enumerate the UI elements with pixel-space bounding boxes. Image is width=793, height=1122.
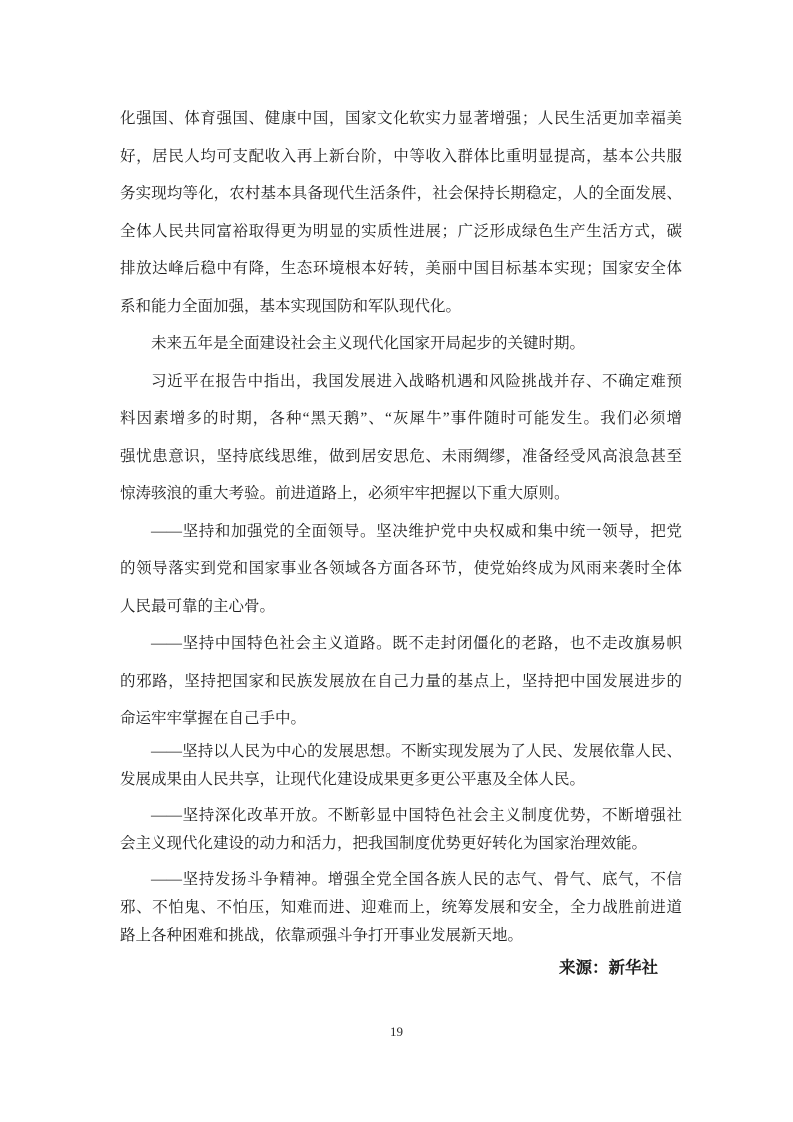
text-line: 惊涛骇浪的重大考验。前进道路上，必须牢牢把握以下重大原则。: [120, 485, 570, 502]
text-line: 全体人民共同富裕取得更为明显的实质性进展；广泛形成绿色生产生活方式，碳: [120, 222, 682, 240]
text-line: 发展成果由人民共享，让现代化建设成果更多更公平惠及全体人民。: [120, 770, 586, 788]
text-line: ——坚持深化改革开放。不断彰显中国特色社会主义制度优势，不断增强社: [151, 806, 682, 824]
text-line: 未来五年是全面建设社会主义现代化国家开局起步的关键时期。: [151, 335, 586, 352]
text-line: 务实现均等化，农村基本具备现代生活条件，社会保持长期稳定，人的全面发展、: [120, 185, 682, 202]
text-line: 料因素增多的时期，各种“黑天鹅”、“灰犀牛”事件随时可能发生。我们必须增: [120, 410, 682, 427]
text-line: 化强国、体育强国、健康中国，国家文化软实力显著增强；人民生活更加幸福美: [120, 110, 682, 127]
text-line: 邪、不怕鬼、不怕压，知难而进、迎难而上，统筹发展和安全，全力战胜前进道: [120, 898, 682, 916]
text-line: ——坚持以人民为中心的发展思想。不断实现发展为了人民、发展依靠人民、: [151, 742, 682, 760]
text-line: 会主义现代化建设的动力和活力，把我国制度优势更好转化为国家治理效能。: [120, 834, 648, 852]
paragraph: [120, 100, 682, 325]
paragraph: [120, 513, 682, 626]
text-line: 的领导落实到党和国家事业各领域各方面各环节，使党始终成为风雨来袭时全体: [120, 560, 682, 577]
text-line: ——坚持中国特色社会主义道路。既不走封闭僵化的老路，也不走改旗易帜: [151, 635, 682, 652]
text-line: 系和能力全面加强，基本实现国防和军队现代化。: [120, 297, 462, 315]
source-attribution: 来源：新华社: [559, 957, 658, 977]
paragraph: [120, 625, 682, 738]
text-line: 人民最可靠的主心骨。: [120, 597, 276, 615]
text-line: ——坚持和加强党的全面领导。坚决维护党中央权威和集中统一领导，把党: [151, 522, 682, 540]
page-number: 19: [390, 1024, 403, 1039]
text-line: 的邪路，坚持把国家和民族发展放在自己力量的基点上，坚持把中国发展进步的: [120, 672, 682, 690]
paragraph: [120, 866, 682, 950]
text-line: 路上各种困难和挑战，依靠顽强斗争打开事业发展新天地。: [120, 926, 524, 944]
text-line: 排放达峰后稳中有降，生态环境根本好转，美丽中国目标基本实现；国家安全体: [120, 260, 682, 277]
paragraph: [120, 363, 682, 513]
text-line: 习近平在报告中指出，我国发展进入战略机遇和风险挑战并存、不确定难预: [151, 372, 682, 390]
text-line: ——坚持发扬斗争精神。增强全党全国各族人民的志气、骨气、底气，不信: [151, 870, 682, 888]
text-line: 强忧患意识，坚持底线思维，做到居安思危、未雨绸缪，准备经受风高浪急甚至: [120, 447, 682, 465]
paragraph: [120, 802, 682, 858]
paragraph: [120, 738, 682, 794]
text-line: 好，居民人均可支配收入再上新台阶，中等收入群体比重明显提高，基本公共服: [120, 147, 682, 165]
document-body: [120, 100, 682, 980]
paragraph: [120, 325, 682, 363]
text-line: 命运牢牢掌握在自己手中。: [120, 710, 307, 727]
